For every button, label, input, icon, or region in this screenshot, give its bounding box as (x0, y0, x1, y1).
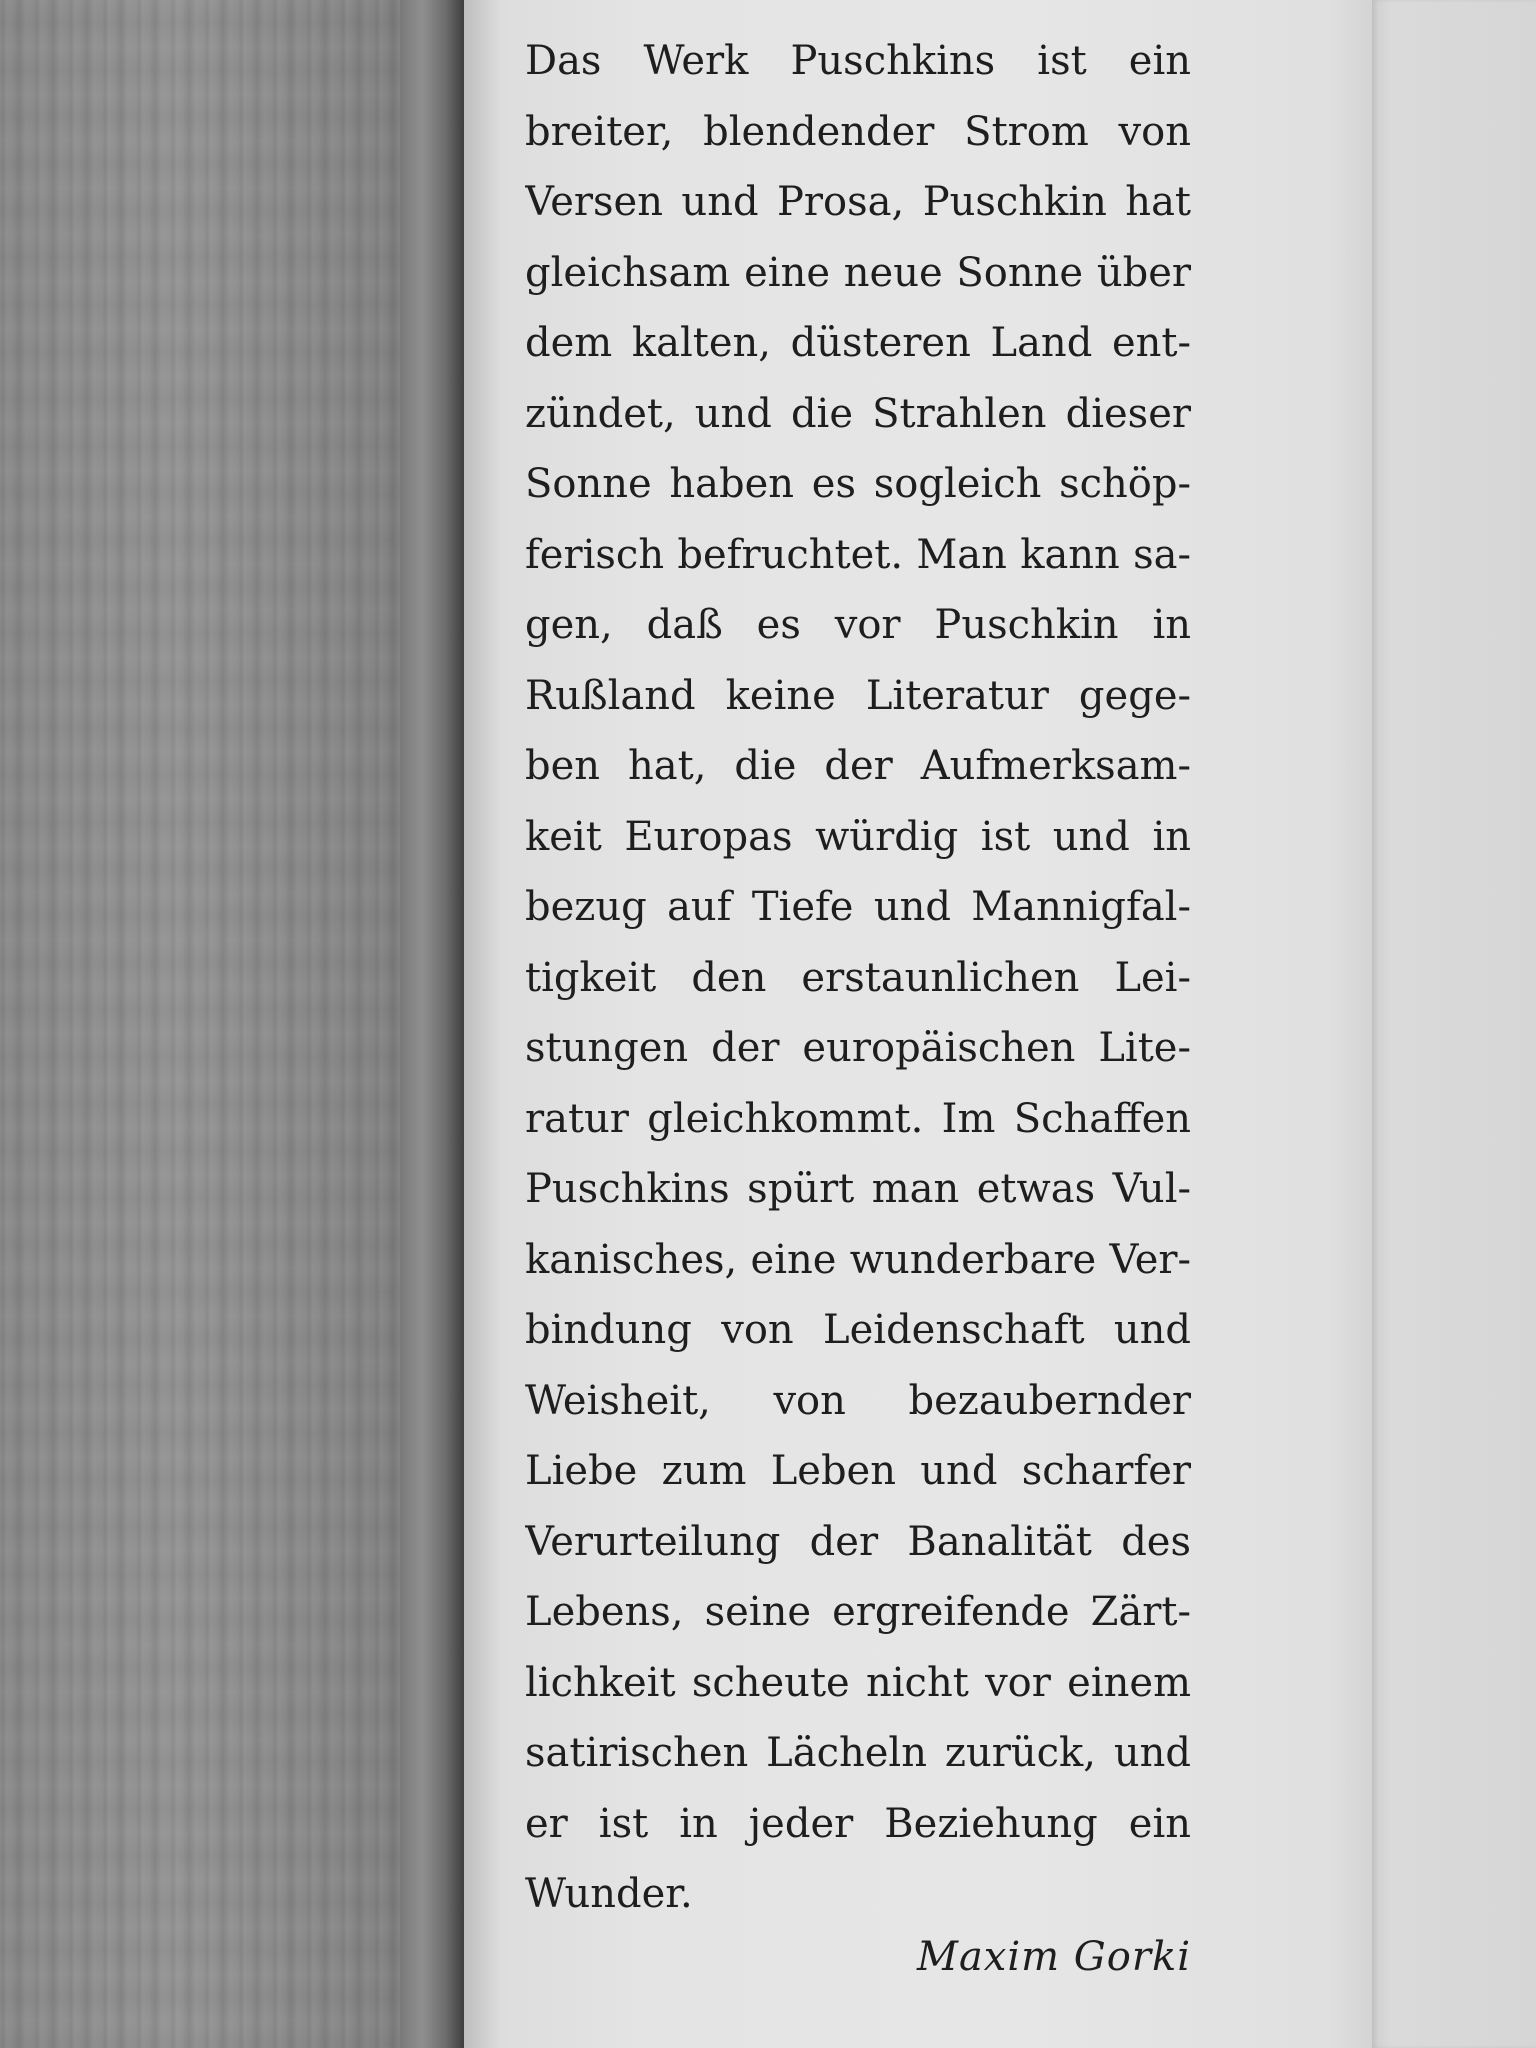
quote-line: ratur gleichkommt. Im Schaffen (525, 1095, 1191, 1142)
quote-line: breiter, blendender Strom von (525, 108, 1191, 155)
quote-line: Puschkins spürt man etwas Vul- (525, 1166, 1191, 1212)
quote-line: ferisch befruchtet. Man kann sa- (525, 531, 1191, 578)
quote-line: bindung von Leidenschaft und (525, 1307, 1191, 1353)
quote-line: tigkeit den erstaunlichen Lei- (525, 954, 1191, 1001)
wooden-surface (0, 0, 440, 2048)
quote-line: Verurteilung der Banalität des (525, 1518, 1191, 1565)
quote-line: lichkeit scheute nicht vor einem (525, 1659, 1191, 1706)
quote-line: er ist in jeder Beziehung ein (525, 1800, 1191, 1847)
quote-line: gleichsam eine neue Sonne über (525, 249, 1191, 296)
quote-line: Das Werk Puschkins ist ein (525, 38, 1191, 84)
quote-text (525, 26, 1191, 1930)
quote-line: Versen und Prosa, Puschkin hat (525, 179, 1191, 225)
quote-line: Sonne haben es sogleich schöp- (525, 461, 1191, 507)
quote-line: dem kalten, düsteren Land ent- (525, 320, 1191, 366)
book-page-edge (1372, 0, 1536, 2048)
quote-line: ben hat, die der Aufmerksam- (525, 743, 1191, 789)
quote-line: stungen der europäischen Lite- (525, 1025, 1191, 1071)
quote-line: satirischen Lächeln zurück, und (525, 1730, 1191, 1776)
quote-line: Liebe zum Leben und scharfer (525, 1448, 1191, 1494)
quote-line: Wunder. (525, 1871, 693, 1917)
quote-line: kanisches, eine wunderbare Ver- (525, 1236, 1191, 1283)
quote-line: gen, daß es vor Puschkin in (525, 602, 1191, 648)
quote-line: zündet, und die Strahlen dieser (525, 390, 1191, 437)
book-spine-fold (400, 0, 464, 2048)
quote-line: Weisheit, von bezaubernder (525, 1377, 1191, 1424)
quote-line: bezug auf Tiefe und Mannigfal- (525, 884, 1191, 930)
quote-line: Lebens, seine ergreifende Zärt- (525, 1589, 1191, 1635)
quote-line: Rußland keine Literatur gege- (525, 672, 1191, 719)
quote-line: keit Europas würdig ist und in (525, 813, 1191, 860)
quote-author: Maxim Gorki (917, 1934, 1191, 1980)
